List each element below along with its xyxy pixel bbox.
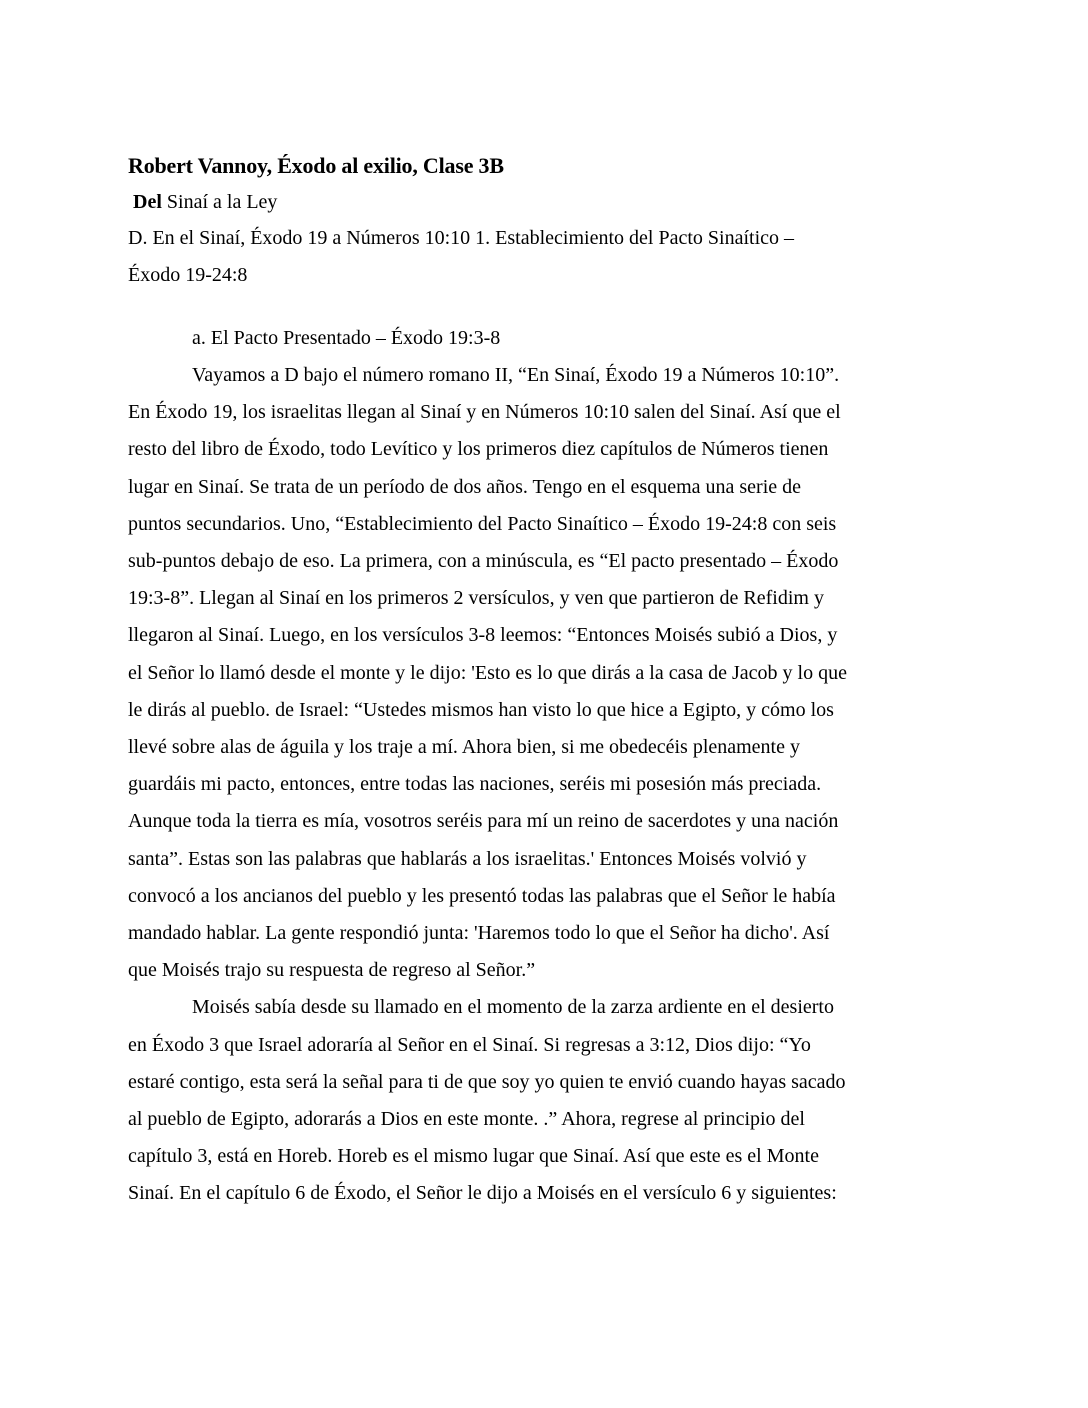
paragraph-line: el Señor lo llamó desde el monte y le dijo: 'Esto es lo que dirás a la casa de Jacob y lo que — [128, 661, 847, 684]
subtitle-bold-part: Del — [133, 191, 162, 213]
paragraph-line: Sinaí. En el capítulo 6 de Éxodo, el Señor le dijo a Moisés en el versículo 6 y siguientes: — [128, 1182, 837, 1205]
paragraph-line: Moisés sabía desde su llamado en el momento de la zarza ardiente en el desierto — [192, 996, 834, 1019]
paragraph-line: mandado hablar. La gente respondió junta: 'Haremos todo lo que el Señor ha dicho'. Así — [128, 922, 830, 945]
outline-heading — [128, 220, 963, 294]
paragraph-line: lugar en Sinaí. Se trata de un período de dos años. Tengo en el esquema una serie de — [128, 475, 802, 498]
paragraph-line: resto del libro de Éxodo, todo Levítico y los primeros diez capítulos de Números tienen — [128, 438, 829, 461]
paragraph-line: estaré contigo, esta será la señal para ti de que soy yo quien te envió cuando hayas sacado — [128, 1070, 846, 1093]
paragraph-line: sub-puntos debajo de eso. La primera, con a minúscula, es “El pacto presentado – Éxodo — [128, 550, 839, 573]
outline-line: Éxodo 19-24:8 — [128, 264, 248, 286]
document-subtitle — [133, 184, 963, 220]
paragraph-line: Aunque toda la tierra es mía, vosotros seréis para mí un reino de sacerdotes y una nación — [128, 810, 839, 833]
paragraph-line: en Éxodo 3 que Israel adoraría al Señor en el Sinaí. Si regresas a 3:12, Dios dijo: “Yo — [128, 1033, 811, 1056]
outline-line: D. En el Sinaí, Éxodo 19 a Números 10:10 1. Establecimiento del Pacto Sinaítico – — [128, 227, 794, 249]
paragraph-line: convocó a los ancianos del pueblo y les presentó todas las palabras que el Señor le había — [128, 884, 836, 907]
paragraph-line: En Éxodo 19, los israelitas llegan al Sinaí y en Números 10:10 salen del Sinaí. Así que el — [128, 401, 841, 424]
sub-heading: a. El Pacto Presentado – Éxodo 19:3-8 — [192, 327, 501, 349]
paragraph-line: 19:3-8”. Llegan al Sinaí en los primeros 2 versículos, y ven que partieron de Refidim y — [128, 587, 824, 610]
paragraph-1 — [128, 357, 963, 989]
paragraph-line: puntos secundarios. Uno, “Establecimiento del Pacto Sinaítico – Éxodo 19-24:8 con seis — [128, 512, 837, 535]
subtitle-rest: Sinaí a la Ley — [161, 191, 278, 213]
paragraph-line: llevé sobre alas de águila y los traje a mí. Ahora bien, si me obedecéis plenamente y — [128, 736, 800, 759]
document-content — [128, 148, 963, 1213]
paragraph-line: que Moisés trajo su respuesta de regreso al Señor.” — [128, 959, 536, 982]
paragraph-line: guardáis mi pacto, entonces, entre todas las naciones, seréis mi posesión más preciada. — [128, 773, 822, 796]
paragraph-line: Vayamos a D bajo el número romano II, “En Sinaí, Éxodo 19 a Números 10:10”. — [192, 364, 840, 386]
paragraph-line: al pueblo de Egipto, adorarás a Dios en este monte. .” Ahora, regrese al principio del — [128, 1108, 805, 1131]
document-title: Robert Vannoy, Éxodo al exilio, Clase 3B — [128, 153, 504, 178]
paragraph-line: llegaron al Sinaí. Luego, en los versículos 3-8 leemos: “Entonces Moisés subió a Dios, y — [128, 624, 838, 647]
paragraph-line: capítulo 3, está en Horeb. Horeb es el mismo lugar que Sinaí. Así que este es el Monte — [128, 1145, 819, 1168]
spacer — [128, 294, 963, 320]
paragraph-line: santa”. Estas son las palabras que hablarás a los israelitas.' Entonces Moisés volvió y — [128, 847, 807, 870]
paragraph-line: le dirás al pueblo. de Israel: “Ustedes mismos han visto lo que hice a Egipto, y cómo los — [128, 698, 834, 721]
paragraph-2 — [128, 989, 963, 1212]
